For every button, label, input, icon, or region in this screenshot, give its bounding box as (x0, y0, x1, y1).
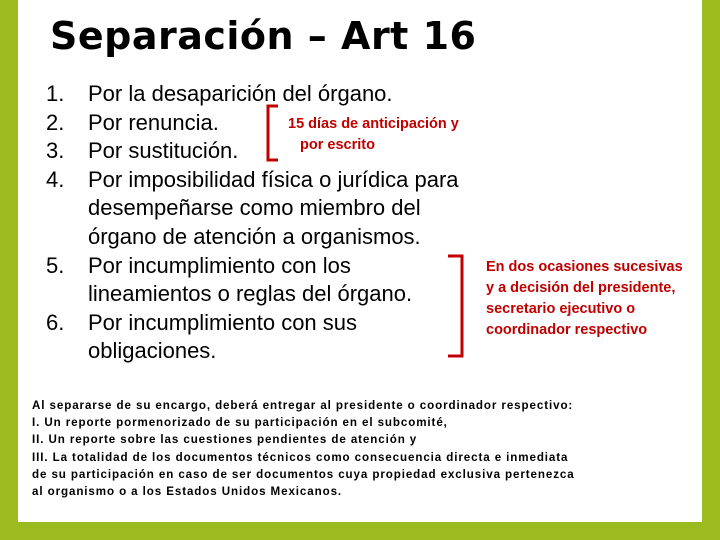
list-text: Por imposibilidad física o jurídica para (88, 166, 459, 192)
slide (18, 0, 702, 522)
footer-line: II. Un reporte sobre las cuestiones pendientes de atención y (32, 433, 418, 447)
note-line: coordinador respectivo (486, 322, 648, 338)
note-line: secretario ejecutivo o (486, 301, 636, 317)
footer-text (32, 397, 696, 500)
list-item (46, 166, 526, 252)
list-text: Por la desaparición del órgano. (88, 81, 393, 106)
list-text: Por renuncia. (88, 109, 219, 135)
bracket-icon (438, 252, 478, 360)
list-text: lineamientos o reglas del órgano. (88, 281, 413, 307)
footer-line: al organismo o a los Estados Unidos Mexicanos. (32, 485, 343, 499)
list-number: 1. (46, 81, 65, 106)
note-line: por escrito (300, 137, 375, 153)
note-line: y a decisión del presidente, (486, 280, 676, 296)
list-number: 5. (46, 252, 65, 278)
footer-line: de su participación en caso de ser documentos cuya propiedad exclusiva pertenezca (32, 467, 575, 481)
incumplimiento-note (486, 257, 683, 341)
renuncia-note (288, 114, 459, 156)
footer-line: Al separarse de su encargo, deberá entregar al presidente o coordinador respectivo: (32, 399, 574, 412)
list-text: obligaciones. (88, 338, 217, 364)
footer-line: I. Un reporte pormenorizado de su participación en el subcomité, (32, 416, 448, 430)
list-text: desempeñarse como miembro del (88, 195, 421, 221)
list-number: 2. (46, 109, 65, 135)
page-title: Separación – Art 16 (50, 14, 477, 58)
note-line: En dos ocasiones sucesivas (486, 259, 683, 275)
footer-line: III. La totalidad de los documentos técnicos como consecuencia directa e inmediata (32, 450, 569, 464)
list-number: 3. (46, 138, 65, 164)
list-text: Por sustitución. (88, 138, 239, 164)
list-number: 4. (46, 166, 65, 192)
note-line: 15 días de anticipación y (288, 116, 459, 132)
list-text: Por incumplimiento con sus (88, 309, 358, 335)
list-number: 6. (46, 309, 65, 335)
list-text: Por incumplimiento con los (88, 252, 351, 278)
list-text: órgano de atención a organismos. (88, 223, 421, 249)
